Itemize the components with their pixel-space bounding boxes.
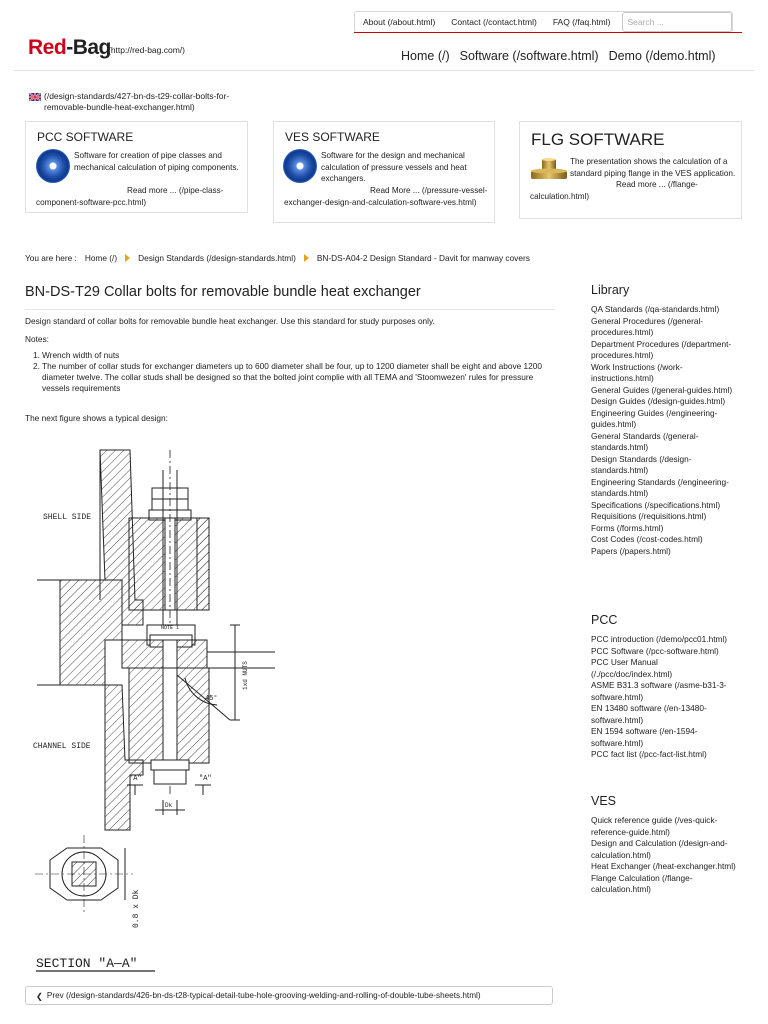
box-description: The presentation shows the calculation of a standard piping flange in the VES application. bbox=[570, 157, 736, 178]
about-link[interactable]: About (/about.html) bbox=[363, 17, 436, 27]
sidebar-ves bbox=[591, 794, 741, 896]
sidebar-pcc bbox=[591, 613, 741, 761]
sidebar-item-design-standards[interactable]: Design Standards (/design-standards.html) bbox=[591, 453, 692, 475]
site-logo[interactable] bbox=[28, 36, 111, 60]
sidebar-item-pcc-introduction[interactable]: PCC introduction (/demo/pcc01.html) bbox=[591, 634, 728, 644]
ves-read-more-link[interactable]: Read More ... (/pressure-vessel-exchanger-design-and-calculation-software-ves.html) bbox=[284, 186, 488, 207]
note-text: The number of collar studs for exchanger diameters up to 600 diameter shall be four, up to 1200 diameter shall be eight and above 1200 diameter twelve. The collar studs shall be designed so that the bolted joint complie with all TEMA and 'Stoomwezen' rules for pressure vessels requirements bbox=[42, 361, 542, 393]
list-item: 1. Wrench width of nuts bbox=[33, 350, 120, 360]
sidebar-heading: Library bbox=[591, 283, 630, 297]
breadcrumb-design-standards[interactable]: Design Standards (/design-standards.html) bbox=[138, 253, 296, 263]
breadcrumb-home[interactable]: Home (/) bbox=[84, 253, 118, 263]
notes-list bbox=[33, 350, 558, 394]
dimension-label: 0.8 x Dk bbox=[132, 889, 141, 928]
sidebar-item-flange-calculation[interactable]: Flange Calculation (/flange-calculation.html) bbox=[591, 872, 693, 894]
note-label: NOTE 1 bbox=[161, 625, 180, 631]
sidebar-item-en-1594[interactable]: EN 1594 software (/en-1594-software.html) bbox=[591, 726, 698, 748]
sidebar-item-qa-standards[interactable]: QA Standards (/qa-standards.html) bbox=[591, 304, 720, 314]
sidebar-item-requisitions[interactable]: Requisitions (/requisitions.html) bbox=[591, 511, 707, 521]
nuts-dimension-label: 1xd NUTS bbox=[242, 661, 249, 690]
shell-side-label: SHELL SIDE bbox=[43, 513, 92, 522]
ves-software-box bbox=[273, 121, 495, 223]
nav-home[interactable]: Home (/) bbox=[401, 49, 450, 63]
flg-read-more-link[interactable]: Read more ... (/flange-calculation.html) bbox=[530, 180, 698, 201]
sidebar-heading: VES bbox=[591, 794, 617, 808]
collar-bolt-drawing bbox=[25, 430, 325, 978]
logo-dash: - bbox=[66, 36, 73, 59]
sidebar-item-design-guides[interactable]: Design Guides (/design-guides.html) bbox=[591, 396, 726, 406]
logo-url-link[interactable]: (http://red-bag.com/) bbox=[108, 45, 186, 55]
sidebar-item-heat-exchanger[interactable]: Heat Exchanger (/heat-exchanger.html) bbox=[591, 861, 736, 871]
breadcrumb bbox=[25, 253, 530, 263]
prev-article-button[interactable] bbox=[25, 986, 553, 1005]
logo-red: Red bbox=[28, 36, 67, 59]
angle-label: 45° bbox=[205, 695, 218, 703]
sidebar-item-engineering-standards[interactable]: Engineering Standards (/engineering-standards.html) bbox=[591, 476, 729, 498]
sidebar-item-asme-b31-3[interactable]: ASME B31.3 software (/asme-b31-3-software.html) bbox=[591, 680, 727, 702]
figure-caption: The next figure shows a typical design: bbox=[25, 413, 168, 423]
channel-side-label: CHANNEL SIDE bbox=[33, 742, 91, 751]
top-accent-line bbox=[354, 32, 742, 33]
prev-article-label: Prev (/design-standards/426-bn-ds-t28-typical-detail-tube-hole-grooving-welding-and-rolling-of-double-tube-sheets.html) bbox=[46, 991, 481, 1000]
main-nav bbox=[401, 49, 716, 63]
top-utility-nav bbox=[354, 11, 733, 33]
note-text: Wrench width of nuts bbox=[42, 350, 120, 360]
header-divider bbox=[14, 70, 754, 71]
box-description: Software for creation of pipe classes and mechanical calculation of piping components. bbox=[74, 151, 239, 172]
software-disc-icon bbox=[283, 149, 317, 183]
sidebar-item-pcc-fact-list[interactable]: PCC fact list (/pcc-fact-list.html) bbox=[591, 749, 707, 759]
breadcrumb-label: You are here : bbox=[25, 253, 77, 263]
section-marker-right: "A" bbox=[199, 775, 212, 783]
contact-link[interactable]: Contact (/contact.html) bbox=[451, 17, 537, 27]
breadcrumb-arrow-icon bbox=[125, 254, 130, 262]
uk-flag-icon[interactable] bbox=[29, 93, 41, 101]
list-item: 2. The number of collar studs for exchanger diameters up to 600 diameter shall be four, up to 1200 diameter shall be eight and above 1200 diameter twelve. The collar studs shall be designed so that the bolted joint complie with all TEMA and 'Stoomwezen' rules for pressure vessels requirements bbox=[33, 361, 558, 394]
logo-bag: Bag bbox=[72, 36, 111, 59]
breadcrumb-arrow-icon bbox=[304, 254, 309, 262]
software-disc-icon bbox=[36, 149, 70, 183]
breadcrumb-current: BN-DS-A04-2 Design Standard - Davit for manway covers bbox=[316, 253, 530, 263]
sidebar-item-papers[interactable]: Papers (/papers.html) bbox=[591, 545, 671, 556]
section-title: SECTION "A—A" bbox=[36, 956, 138, 971]
sidebar-item-quick-reference[interactable]: Quick reference guide (/ves-quick-reference-guide.html) bbox=[591, 815, 718, 837]
sidebar-item-engineering-guides[interactable]: Engineering Guides (/engineering-guides.html) bbox=[591, 407, 718, 429]
title-divider bbox=[25, 309, 555, 310]
box-title: FLG SOFTWARE bbox=[531, 130, 665, 149]
sidebar-item-cost-codes[interactable]: Cost Codes (/cost-codes.html) bbox=[591, 534, 703, 544]
sidebar-item-design-calculation[interactable]: Design and Calculation (/design-and-calculation.html) bbox=[591, 838, 728, 860]
dk-label: Dk bbox=[165, 802, 173, 809]
page-title: BN-DS-T29 Collar bolts for removable bundle heat exchanger bbox=[25, 284, 421, 300]
article-intro: Design standard of collar bolts for removable bundle heat exchanger. Use this standard for study purposes only. bbox=[25, 316, 435, 326]
sidebar-item-forms[interactable]: Forms (/forms.html) bbox=[591, 522, 664, 533]
sidebar-item-general-procedures[interactable]: General Procedures (/general-procedures.html) bbox=[591, 315, 704, 337]
sidebar-item-general-guides[interactable]: General Guides (/general-guides.html) bbox=[591, 384, 733, 395]
sidebar-library bbox=[591, 283, 741, 557]
language-link[interactable]: (/design-standards/427-bn-ds-t29-collar-bolts-for-removable-bundle-heat-exchanger.html) bbox=[44, 91, 230, 112]
sidebar-item-pcc-software[interactable]: PCC Software (/pcc-software.html) bbox=[591, 645, 719, 656]
box-title: VES SOFTWARE bbox=[285, 130, 380, 144]
sidebar-item-pcc-user-manual[interactable]: PCC User Manual (/./pcc/doc/index.html) bbox=[591, 657, 673, 679]
notes-label: Notes: bbox=[25, 334, 49, 344]
sidebar-item-department-procedures[interactable]: Department Procedures (/department-procedures.html) bbox=[591, 338, 732, 360]
sidebar-item-general-standards[interactable]: General Standards (/general-standards.html) bbox=[591, 430, 699, 452]
nav-software[interactable]: Software (/software.html) bbox=[459, 49, 599, 63]
sidebar-item-specifications[interactable]: Specifications (/specifications.html) bbox=[591, 499, 721, 510]
box-description: Software for the design and mechanical calculation of pressure vessels and heat exchangers. bbox=[321, 151, 467, 183]
pcc-read-more-link[interactable]: Read more ... (/pipe-class-component-software-pcc.html) bbox=[36, 186, 224, 207]
faq-link[interactable]: FAQ (/faq.html) bbox=[552, 17, 611, 27]
sidebar-item-en-13480[interactable]: EN 13480 software (/en-13480-software.html) bbox=[591, 703, 707, 725]
sidebar-item-work-instructions[interactable]: Work Instructions (/work-instructions.html) bbox=[591, 361, 683, 383]
nav-demo[interactable]: Demo (/demo.html) bbox=[608, 49, 716, 63]
section-marker-left: "A" bbox=[129, 775, 142, 783]
sidebar-heading: PCC bbox=[591, 613, 618, 627]
box-title: PCC SOFTWARE bbox=[37, 130, 134, 144]
search-input[interactable] bbox=[622, 12, 732, 32]
chevron-left-icon: ❮ bbox=[36, 991, 43, 1001]
pcc-software-box bbox=[25, 121, 248, 213]
flg-software-box bbox=[519, 121, 742, 219]
